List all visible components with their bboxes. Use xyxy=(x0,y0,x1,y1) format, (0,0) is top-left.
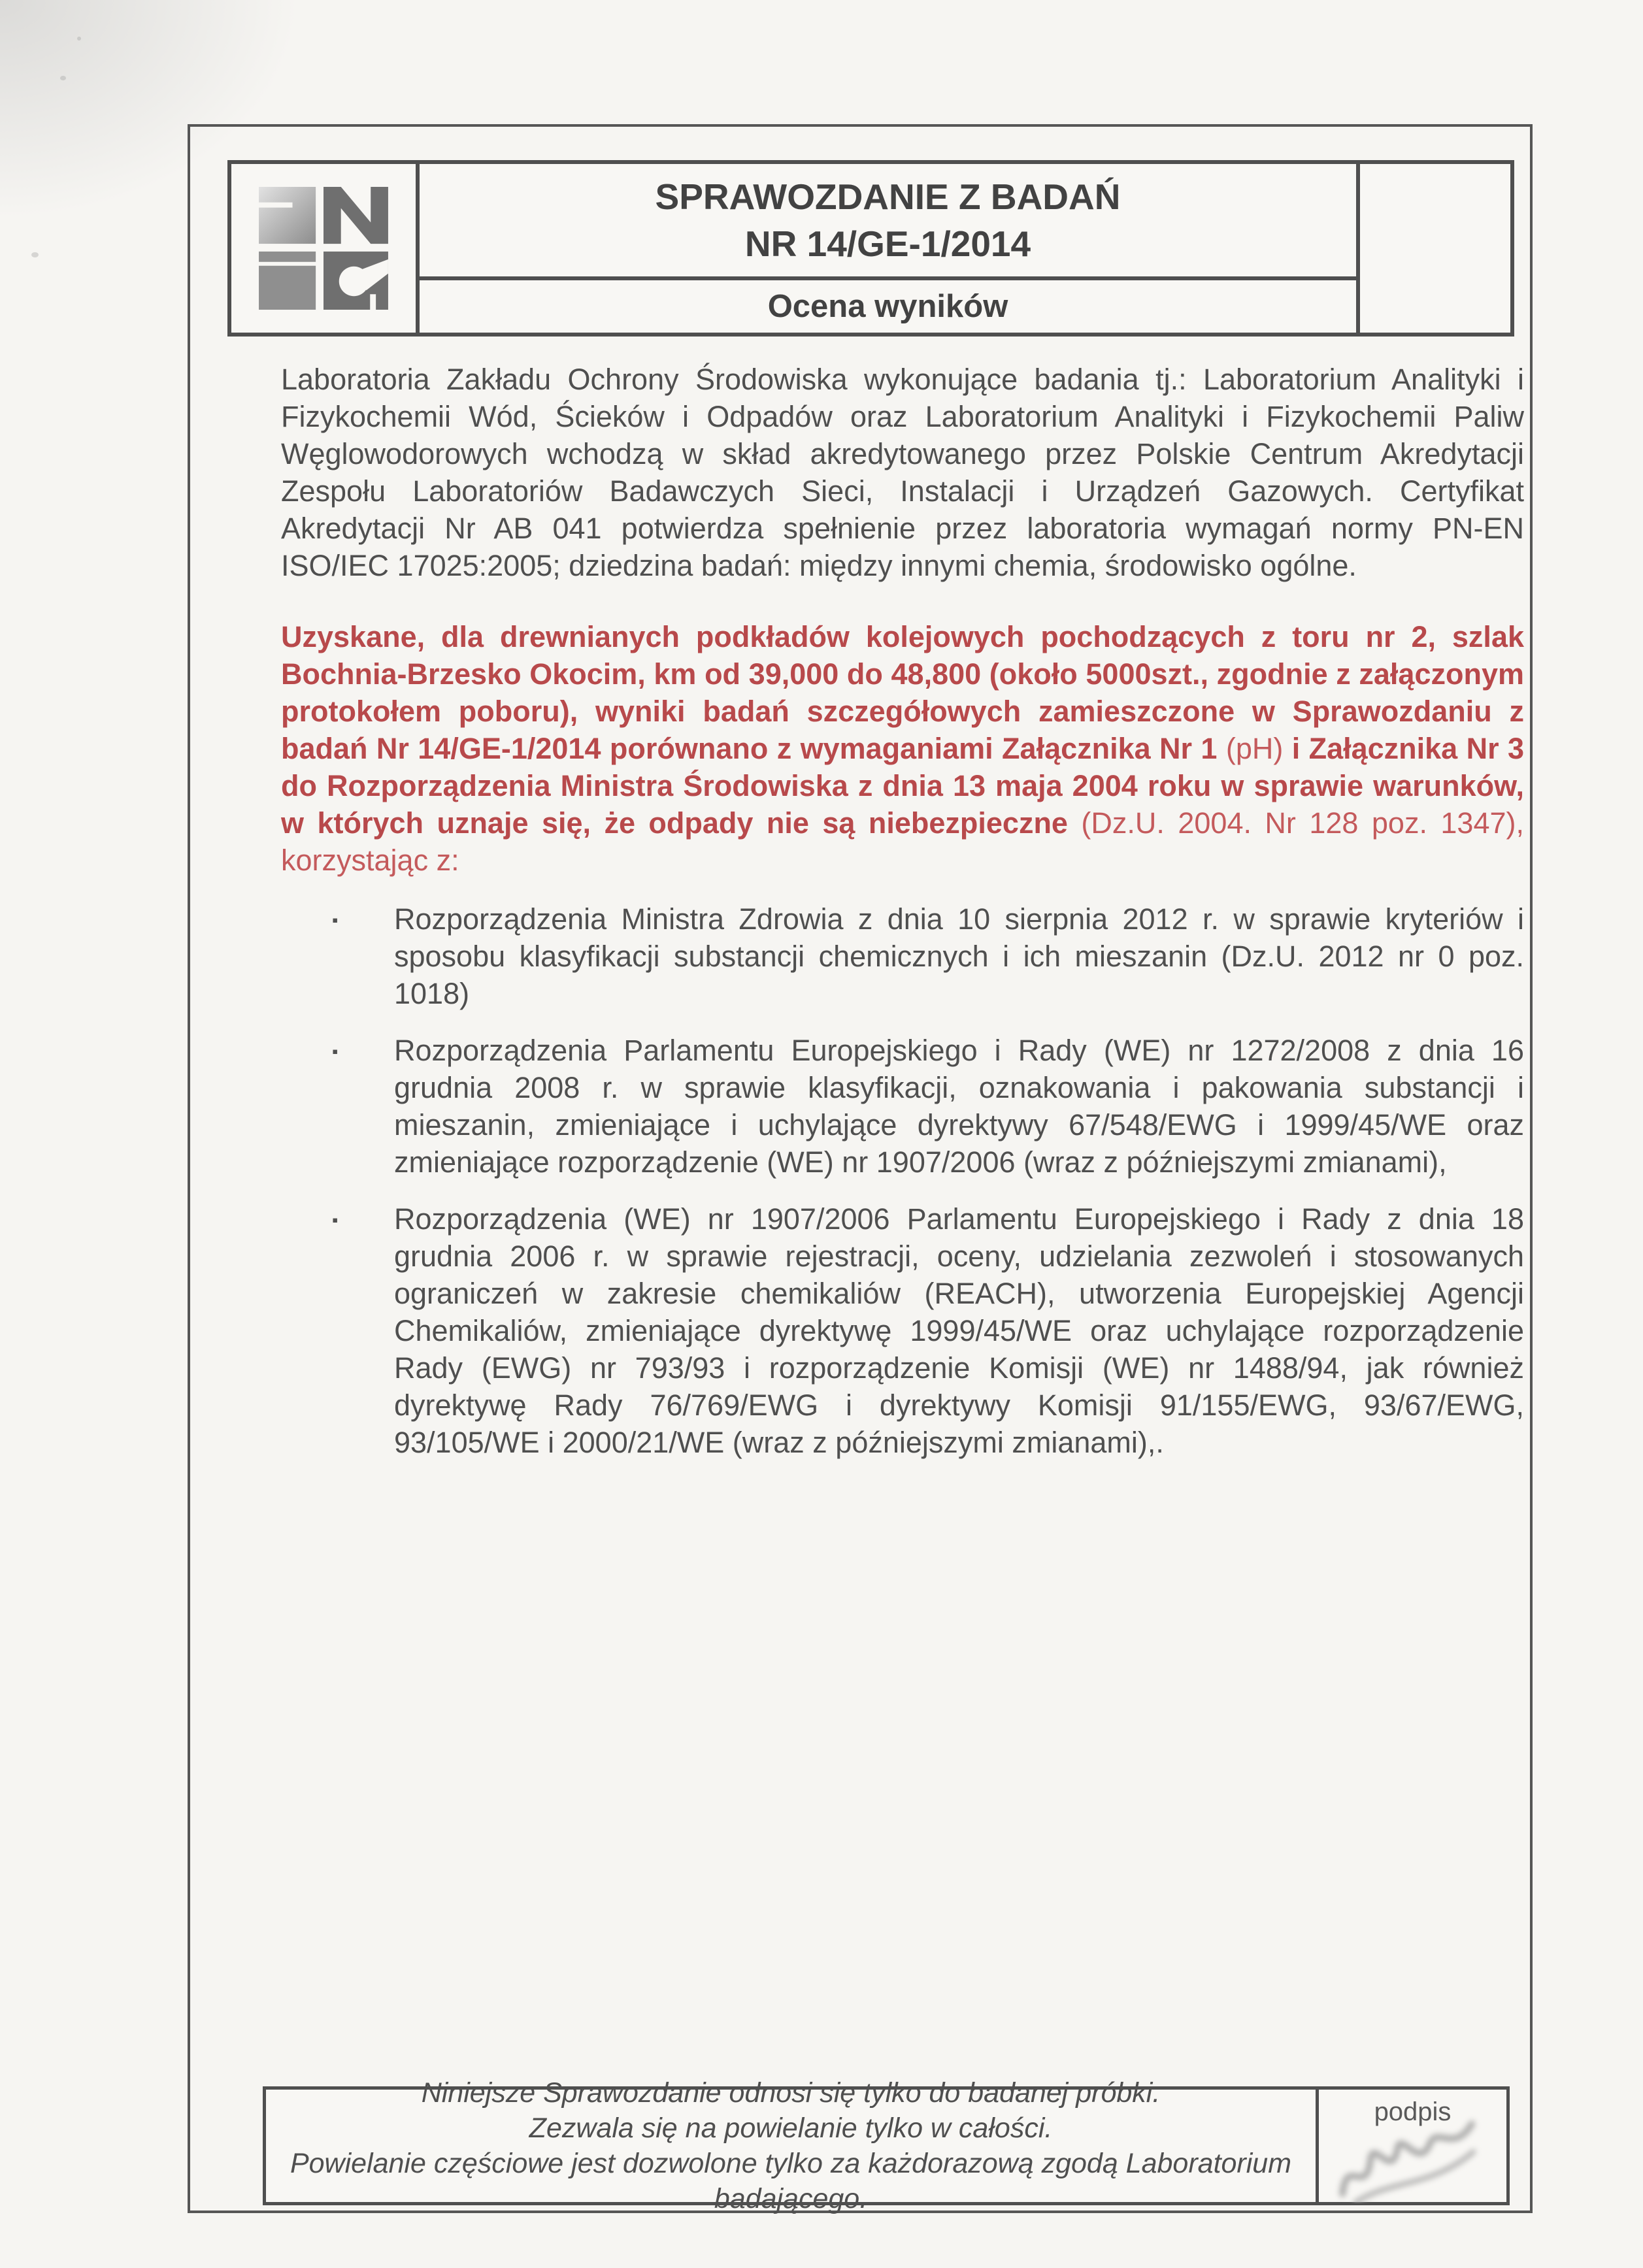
report-subtitle: Ocena wyników xyxy=(767,289,1008,324)
footer-line: Niniejsze Sprawozdanie odnosi się tylko do badanej próbki. xyxy=(421,2077,1161,2109)
list-item-text: Rozporządzenia Ministra Zdrowia z dnia 10 sierpnia 2012 r. w sprawie kryteriów i sposobu klasyfikacji substancji chemicznych i ich mieszanin (Dz.U. 2012 nr 0 poz. 1018) xyxy=(394,902,1524,1010)
signature-scribble xyxy=(1324,2112,1501,2203)
inig-logo-icon xyxy=(259,187,388,310)
assessment-segment: (pH) xyxy=(1225,732,1284,765)
assessment-segment: (Dz.U. 2004. Nr 128 poz. 1347), korzystając z: xyxy=(281,806,1524,877)
list-item xyxy=(332,900,1524,1012)
logo-cell xyxy=(231,164,420,333)
assessment-segment: i Załącznika Nr 3 do Rozporządzenia Ministra Środowiska z dnia 13 maja 2004 roku w sprawie warunków, w których uznaje się, że odpady nie są niebezpieczne xyxy=(281,732,1524,840)
bullet-square-icon: ▪ xyxy=(332,1210,339,1230)
list-item-text: Rozporządzenia (WE) nr 1907/2006 Parlamentu Europejskiego i Rady z dnia 18 grudnia 2006 r. w sprawie rejestracji, oceny, udzielania zezwoleń i stosowanych ograniczeń w zakresie chemikaliów (REACH), utworzenia Europejskiej Agencji Chemikaliów, zmieniające dyrektywę 1999/45/WE oraz uchylające rozporządzenie Rady (EWG) nr 793/93 i rozporządzenie Komisji (WE) nr 1488/94, jak również dyrektywę Rady 76/769/EWG i dyrektywy Komisji 91/155/EWG, 93/67/EWG, 93/105/WE i 2000/21/WE (wraz z późniejszymi zmianami),. xyxy=(394,1202,1524,1459)
title-block xyxy=(420,164,1356,280)
regulations-list xyxy=(332,900,1524,1481)
footer-line: Powielanie częściowe jest dozwolone tylko za każdorazową zgodą Laboratorium badającego. xyxy=(290,2148,1292,2214)
signature-cell xyxy=(1319,2090,1506,2202)
scan-speck xyxy=(60,76,66,80)
assessment-segment: Uzyskane, dla drewnianych podkładów kolejowych pochodzących z toru nr 2, szlak Bochnia-Brzesko Okocim, km od 39,000 do 48,800 (około 5000szt., zgodnie z załączonym protokołem poboru), wyniki badań szczegółowych zamieszczone w Sprawozdaniu z badań Nr 14/GE-1/2014 porównano z wymaganiami Załącznika Nr 1 xyxy=(281,620,1524,765)
bullet-square-icon: ▪ xyxy=(332,1042,339,1061)
report-header xyxy=(227,160,1514,337)
report-title: SPRAWOZDANIE Z BADAŃ xyxy=(655,176,1121,217)
signature-label: podpis xyxy=(1374,2097,1452,2126)
report-footer xyxy=(263,2077,1510,2214)
report-number: NR 14/GE-1/2014 xyxy=(744,223,1031,264)
list-item xyxy=(332,1032,1524,1181)
scan-speck xyxy=(77,37,81,41)
assessment-paragraph xyxy=(281,618,1524,879)
list-item-text: Rozporządzenia Parlamentu Europejskiego i Rady (WE) nr 1272/2008 z dnia 16 grudnia 2008 r. w sprawie klasyfikacji, oznakowania i pakowania substancji i mieszanin, zmieniające i uchylające dyrektywy 67/548/EWG i 1999/45/WE oraz zmieniające rozporządzenie (WE) nr 1907/2006 (wraz z późniejszymi zmianami), xyxy=(394,1034,1524,1179)
list-item xyxy=(332,1200,1524,1461)
title-cell xyxy=(420,164,1356,333)
footer-line: Zezwala się na powielanie tylko w całości. xyxy=(529,2112,1053,2144)
intro-paragraph: Laboratoria Zakładu Ochrony Środowiska wykonujące badania tj.: Laboratorium Analityki i Fizykochemii Wód, Ścieków i Odpadów oraz Laboratorium Analityki i Fizykochemii Paliw Węglowodorowych wchodzą w skład akredytowanego przez Polskie Centrum Akredytacji Zespołu Laboratoriów Badawczych Sieci, Instalacji i Urządzeń Gazowych. Certyfikat Akredytacji Nr AB 041 potwierdza spełnienie przez laboratoria wymagań normy PN-EN ISO/IEC 17025:2005; dziedzina badań: między innymi chemia, środowisko ogólne. xyxy=(281,363,1524,582)
footer-disclaimer xyxy=(266,2077,1319,2214)
header-empty-cell xyxy=(1356,164,1510,333)
scan-speck xyxy=(31,252,39,257)
bullet-square-icon: ▪ xyxy=(332,910,339,930)
